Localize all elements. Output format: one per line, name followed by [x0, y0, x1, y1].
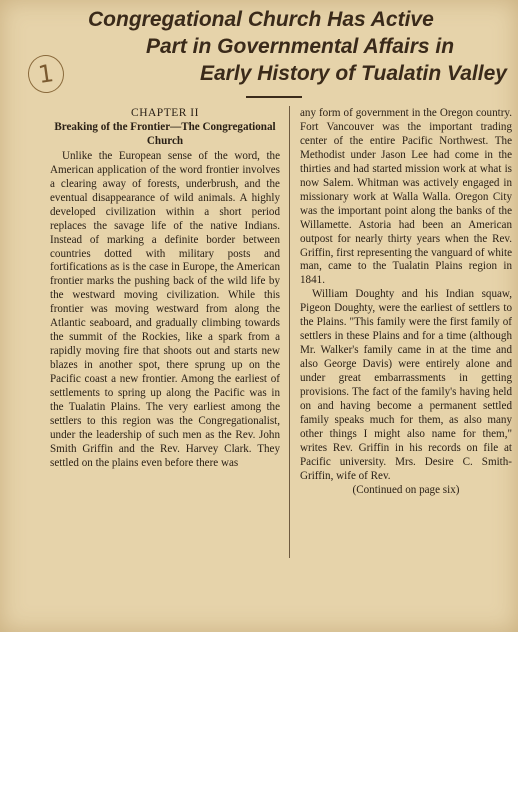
headline-line-3: Early History of Tualatin Valley	[200, 62, 507, 85]
headline-rule	[246, 96, 302, 98]
continued-note: (Continued on page six)	[352, 483, 460, 496]
circled-page-number: 1	[26, 53, 67, 96]
headline-line-2: Part in Governmental Affairs in	[146, 35, 455, 58]
column-divider	[289, 106, 290, 558]
headline-line-1: Congregational Church Has Active	[88, 8, 434, 31]
right-column	[300, 107, 512, 498]
paragraph: any form of government in the Oregon country. Fort Vancouver was the important trading center of the entire Pacific Northwest. The Methodist under Jason Lee had come in the thirties and had started mission work at what is now Salem. Whitman was actively engaged in missionary work at Walla Walla. Oregon City was the important point along the banks of the Willamette. Astoria had been an American outpost for nearly thirty years when the Rev. Griffin, first representing the vanguard of white man, came to the Tualatin Plains region in 1841.	[300, 107, 512, 287]
left-column	[50, 107, 280, 471]
subheading: Breaking of the Frontier—The Congregational Church	[54, 120, 276, 147]
paragraph: Unlike the European sense of the word, the American application of the word frontier involves a clearing away of forests, underbrush, and the eventual disappearance of wild animals. A highly developed civilization within a short period replaces the savage life of the native Indians. Instead of marking a definite border between countries dotted with military posts and fortifications as is the case in Europe, the American frontier marks the pushing back of the wild life by the westward moving civilization. While this frontier was moving westward from along the Atlantic seaboard, and gradually climbing towards the summit of the Rockies, like a spark from a rapidly moving fire that shoots out and starts new blazes in another spot, there sprung up on the Pacific coast a new frontier. Among the earliest of settlements to spring up along the Pacific was in the Tualatin Plains. The very earliest among the settlers to this region was the Congregationalist, under the leadership of such men as the Rev. John Smith Griffin and the Rev. Harvey Clark. They settled on the plains even before there was	[50, 149, 280, 469]
paragraph: William Doughty and his Indian squaw, Pigeon Doughty, were the earliest of settlers to the Plains. "This family were the first family of settlers in these Plains and for a time (although Mr. Walker's family came in at the time and also George Davis) were entirely alone and under great embarrassments in getting provisions. The fact of the family's having held on and having become a permanent settled family speaks much for them, as also many other things I might also name for them," writes Rev. Griffin in his records on file at Pacific university. Mrs. Desire C. Smith-Griffin, wife of Rev.	[300, 288, 512, 482]
chapter-heading: CHAPTER II	[131, 107, 199, 119]
headline	[70, 6, 510, 87]
